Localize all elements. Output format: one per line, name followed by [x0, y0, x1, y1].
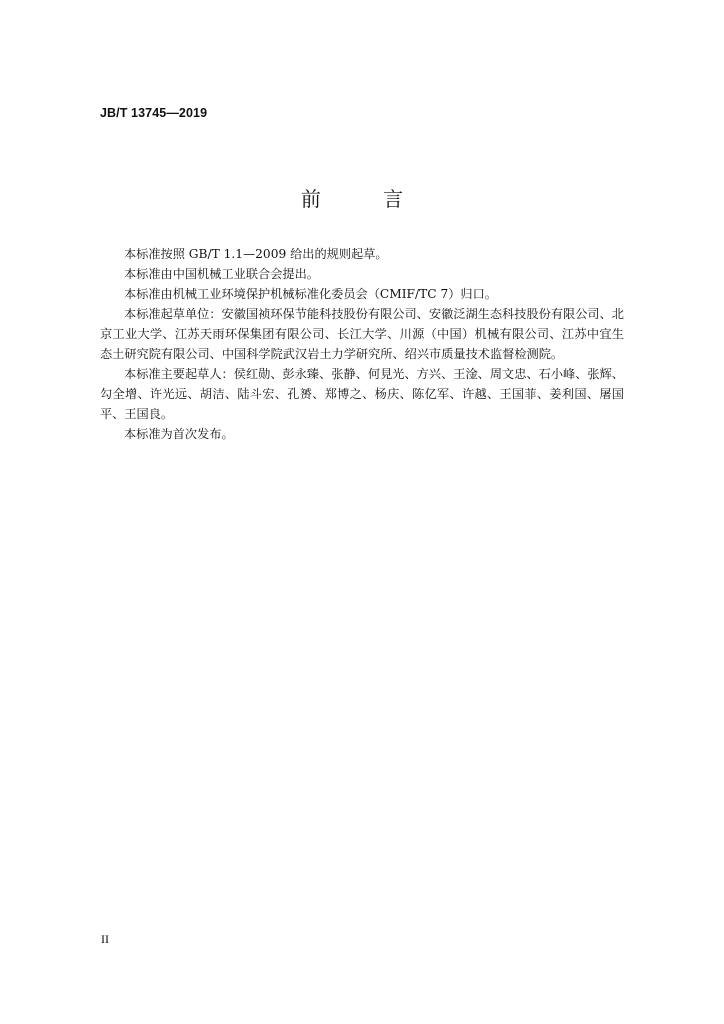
paragraph-drafting-rules: 本标准按照 GB/T 1.1—2009 给出的规则起草。 — [124, 247, 388, 261]
standard-code-header: JB/T 13745—2019 — [100, 106, 208, 120]
paragraph-first-release: 本标准为首次发布。 — [124, 427, 234, 441]
page-number: II — [101, 932, 109, 946]
paragraph-drafting-units: 本标准起草单位：安徽国祯环保节能科技股份有限公司、安徽泛湖生态科技股份有限公司、北京工业大学、江苏天雨环保集团有限公司、长江大学、川源（中国）机械有限公司、江苏中宜生态土研究院有限公司、中国科学院武汉岩土力学研究所、绍兴市质量技术监督检测院。 — [100, 307, 624, 361]
paragraph-administrator: 本标准由机械工业环境保护机械标准化委员会（CMIF/TC 7）归口。 — [124, 287, 497, 301]
foreword-body — [100, 244, 624, 444]
foreword-title: 前 言 — [300, 187, 432, 211]
paragraph-main-drafters: 本标准主要起草人：侯红勋、彭永臻、张静、何見光、方兴、王淦、周文忠、石小峰、张辉、勾全增、许光远、胡洁、陆斗宏、孔赟、郑博之、杨庆、陈亿军、许越、王国菲、姜利国、屠国平、王国良。 — [100, 367, 624, 421]
paragraph-proposer: 本标准由中国机械工业联合会提出。 — [124, 267, 319, 281]
